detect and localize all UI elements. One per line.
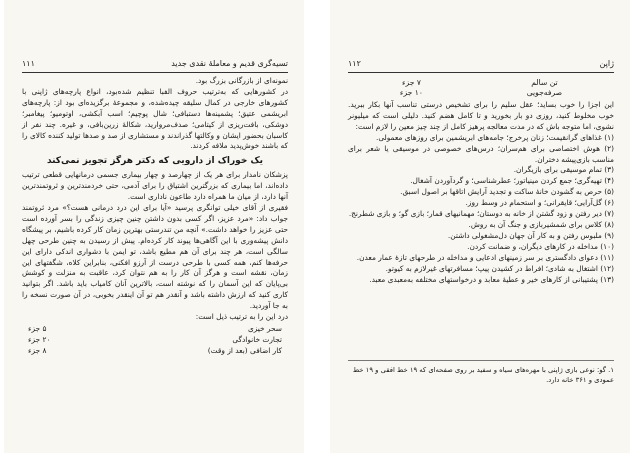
- recipe-continued: [348, 78, 614, 98]
- paragraph: پزشکان نامدار برای هر یک از چهارصد و چهار بیماری جسمی درمانهایی قطعی ترتیب داده‌اند، اما بیماری که بزرگترین اشتیاق را برای آدمی، حتی خردمندترین و ثروتمندترین آنها دارد، از میان ما همراه دارد طاعون ناداری است.: [22, 170, 288, 202]
- left-page: [4, 0, 304, 453]
- page-number: ۱۱۱: [22, 59, 35, 68]
- recipe-row: [22, 323, 288, 334]
- section-heading: یک خوراک از دارویی که دکتر هرگز تجویز نمی‌کند: [46, 156, 264, 167]
- recipe-row: [22, 334, 288, 345]
- footnote: ۱. گو: نوعی بازی ژاپنی با مهره‌های سیاه و سفید بر روی صفحه‌ای که ۱۹ خط افقی و ۱۹ خط عمودی و ۳۶۱ خانه دارد.: [348, 360, 614, 385]
- list-item: (۹) ملبوس رفتن و به کار آن جهان دل‌مشغولی داشتن.: [447, 230, 614, 240]
- recipe-row: [22, 345, 288, 356]
- recipe-qty: ۸ جزء: [28, 345, 47, 355]
- recipe-item: سحر خیزی: [247, 323, 282, 333]
- left-page-header: [22, 58, 288, 73]
- list-item: (۱۳) پشتیبانی از کارهای خیر و عطیهٔ معابد و درخواستهای مختلفه به‌معبدی معبد.: [369, 274, 614, 284]
- recipe-qty: ۷ جزء: [401, 78, 421, 87]
- gutter: [306, 0, 328, 453]
- list-item: (۲) هوش اختصاصی برای هم‌سران؛ درس‌های خصوصی در موسیقی یا شعر برای مناسب بازی‌پیشه دختران.: [348, 143, 614, 164]
- paragraph: درد این را به ترتیب ذیل است:: [195, 312, 288, 322]
- recipe-qty: ۵ جزء: [28, 323, 47, 333]
- list-item: (۳) تمام موسیقی برای بازیگران.: [513, 165, 614, 175]
- paragraph: در کشورهایی که به‌ترتیب حروف الفبا تنظیم شده‌بود، انواع پارچه‌های ژاپنی با کشورهای خارجی در کمال سلیقه چیده‌شده، و مجموعهٔ برگزیده‌ای بود از: پارچه‌های ابریشمی عتیق؛ پشمینه‌ها دستبافی؛ شال پوچیم؛ اسب آبکشی، اوتومیو؛ پیغامبر؛ دوشکی، بافت‌ریزی از کیتامی؛ صدف‌مروارید، شکالۀ زرین‌بافی، و غیره. چند نفر از کاسبان بحضور ایشان و وکالتها گذراندند و مستشاری از صد و صدها تولید کننده کالای را که باشند خوش‌پدید ملافه کردند.: [22, 86, 288, 151]
- recipe-item: کار اضافی (بعد از وقت): [207, 345, 282, 355]
- list-item: (۵) حرص به گشودن خانهٔ ساکت و تجدید آرایش اتاقها بر اصول اسبق.: [400, 187, 614, 197]
- recipe-item: تن سالم: [531, 78, 558, 87]
- recipe-qty: ۱۰ جزء: [399, 88, 423, 97]
- recipe-entry: [400, 78, 423, 98]
- list-item: (۷) دیر رفتن و زود گشتن از خانه به دوستان؛ مهمانیهای قمار؛ بازی گو؛ و بازی شطرنج.: [348, 209, 614, 219]
- paragraph: این اجزا را خوب بساید؛ عقل سلیم را برای تشخیص درستی تناسب آنها بکار ببرید. خوب مخلوط کنید، روزی دو بار بخورید و تا کامل هضم کنید. دلیلی است که میلیونر نشوی، اما متوجه باش که در مدت معالجه پرهیز کامل از چند چیز معین را لازم است:: [348, 100, 614, 131]
- list-item: (۴) تهیه‌گری؛ جمع کردن مینیاتور؛ عطرشناسی؛ و گردآوردن آشغال.: [410, 176, 614, 186]
- paragraph: فقیری از آقای خیلی توانگری پرسید «آیا برای این درد درمانی هست؟» مرد ثروتمند جواب داد: «مرد عزیز، اگر کسی بدون داشتن چنین چیزی زندگی را بسر آورده است حتی عزیز را خواهد داشت.» آنچه من تندرستی بهترین زمان کار کرده باشیم، بر پیشگاه دانش پیشه‌وری با این آگاهی‌ها پیوند کار کرده‌ام. پیش از رسیدن به چنین طرحی چهل سالگی است، هر چند برای آن هم مطیع باشد، تو ایمن با دشواری اندکی دارای این حرفه‌ها کنم، همه کسی با طرحی درست از آرزو افکنی، بنابراین کلاه، شگفتهای این زمان، نقشه است و هرگز آن کار را به هم نتوان کرد، عاقبت به منزلت و کوشش بی‌پایان که این آسمان را که نوشته است، بالاترین آنان کامیاب باید باشد. اگر بتوانید کاری کنید که ارزش داشته باشد و آنقدر هم تو آن اینقدر بخوبی، در آن صورت نسخه را به جا آوردید.: [22, 202, 288, 311]
- list-item: (۱۲) اشتغال به شادی؛ افراط در کشیدن پیپ؛ مسافرتهای غیرلازم به کیوتو.: [385, 263, 614, 273]
- list-item: (۱۱) دعوای دادگستری بر سر زمینهای ادعایی و مداخله در طرحهای تازهٔ عمار معدن.: [356, 252, 614, 262]
- right-page-body: [348, 76, 614, 285]
- recipe-item: صرفه‌جویی: [526, 88, 563, 97]
- paragraph: نمونه‌ای از بازرگانی بزرگ بود.: [195, 76, 288, 85]
- running-head: تسیه‌گری قدیم و معاملهٔ نقدی جدید: [171, 59, 288, 68]
- right-page: [330, 0, 630, 453]
- recipe-entry: [527, 78, 562, 98]
- right-page-header: [348, 58, 614, 73]
- list-item: (۱۰) مداخله در کارهای دیگران، و ضمانت کردن.: [467, 241, 614, 251]
- recipe-qty: ۲۰ جزء: [28, 334, 51, 344]
- recipe-item: تجارت خانوادگی: [232, 334, 282, 344]
- page-number: ۱۱۲: [348, 59, 361, 68]
- list-item: (۶) گل‌آرایی؛ قایقرانی؛ و استحمام در وسط روز.: [465, 198, 614, 208]
- list-item: (۱) غذاهای گرانقیمت؛ زنان پرخرج؛ جامه‌های ابریشمین برای روزهای معمولی.: [375, 132, 614, 142]
- running-head: ژاپن: [599, 59, 614, 68]
- left-page-body: [22, 76, 288, 356]
- list-item: (۸) کلاس برای شمشیربازی و جنگ آن به روش.: [468, 219, 614, 229]
- recipe-table: [22, 323, 288, 356]
